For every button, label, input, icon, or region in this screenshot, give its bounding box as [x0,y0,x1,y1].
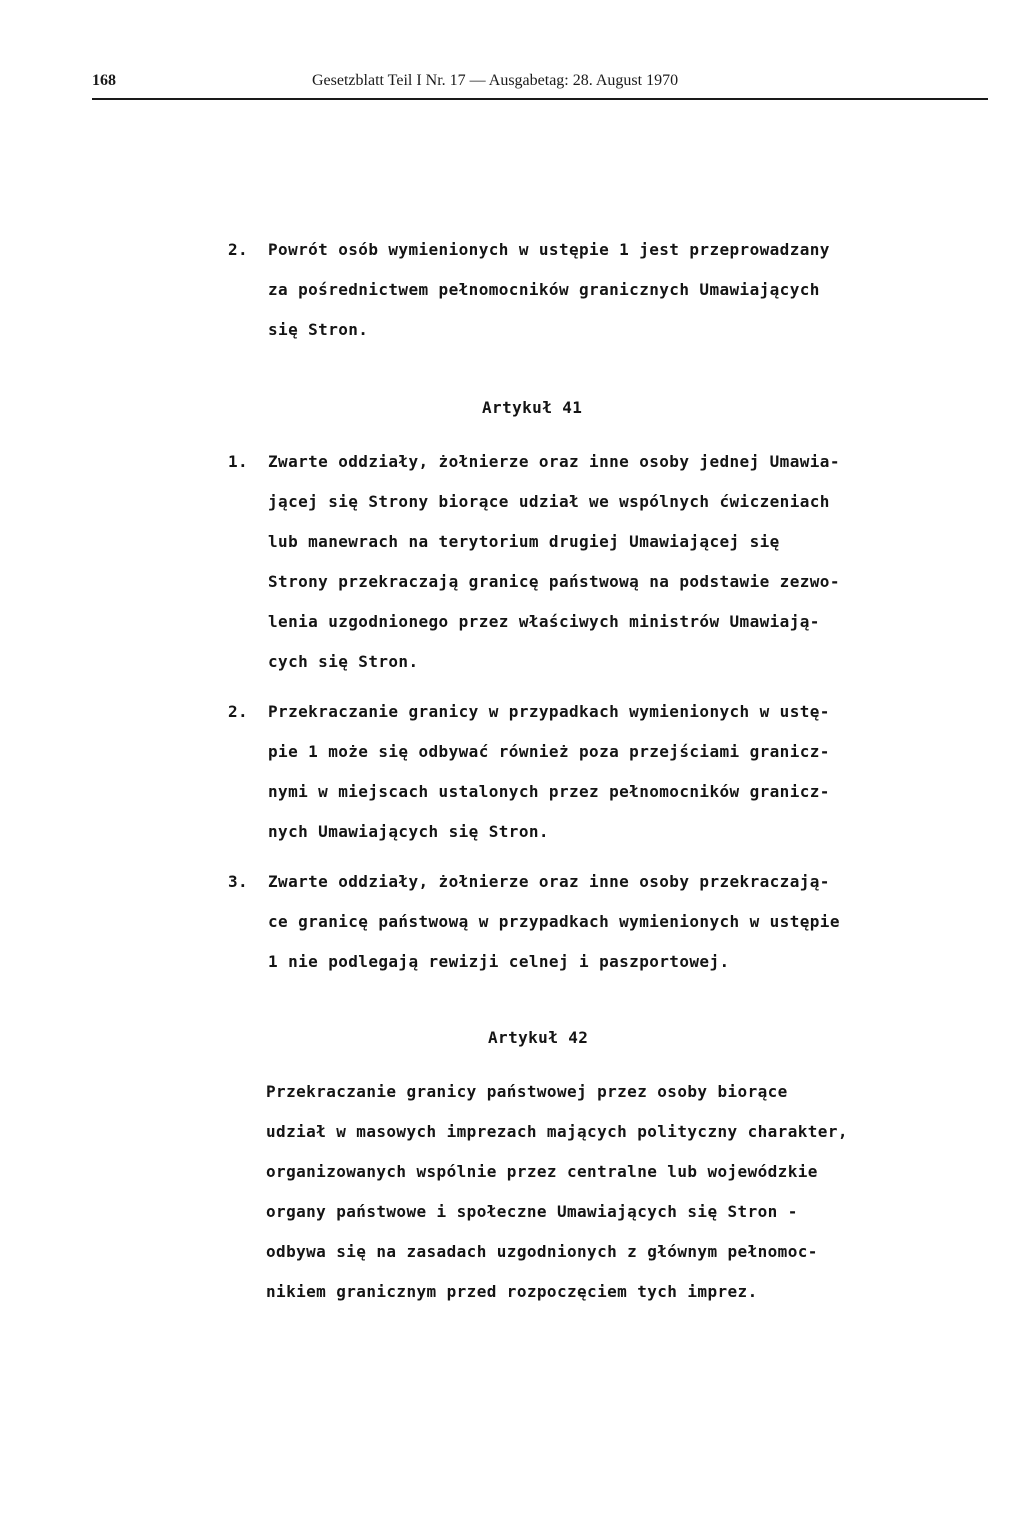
text-line: 1 nie podlegają rewizji celnej i paszportowej. [268,952,730,971]
article-42-heading: Artykuł 42 [488,1028,589,1047]
running-header [92,66,988,100]
text-line: ce granicę państwową w przypadkach wymienionych w ustępie [268,912,840,931]
paragraph-number: 2. [228,702,249,721]
text-line: Przekraczanie granicy państwowej przez osoby biorące [266,1082,788,1101]
text-line: nymi w miejscach ustalonych przez pełnomocników granicz- [268,782,830,801]
text-line: udział w masowych imprezach mających polityczny charakter, [266,1122,848,1141]
text-line: odbywa się na zasadach uzgodnionych z głównym pełnomoc- [266,1242,818,1261]
text-line: lenia uzgodnionego przez właściwych ministrów Umawiają- [268,612,820,631]
article-42-text [266,1082,848,1322]
text-line: za pośrednictwem pełnomocników granicznych Umawiających [268,280,820,299]
text-line: pie 1 może się odbywać również poza przejściami granicz- [268,742,830,761]
text-line: Powrót osób wymienionych w ustępie 1 jest przeprowadzany [268,240,830,259]
text-line: lub manewrach na terytorium drugiej Umawiającej się [268,532,780,551]
text-line: Przekraczanie granicy w przypadkach wymienionych w ustę- [268,702,830,721]
text-line: cych się Stron. [268,652,419,671]
article-41-heading: Artykuł 41 [482,398,583,417]
text-line: nych Umawiających się Stron. [268,822,549,841]
page-number: 168 [92,72,116,89]
text-line: organizowanych wspólnie przez centralne lub wojewódzkie [266,1162,818,1181]
paragraph-text [268,452,840,692]
paragraph-number: 2. [228,240,249,259]
text-line: organy państwowe i społeczne Umawiających się Stron - [266,1202,798,1221]
text-line: się Stron. [268,320,369,339]
text-line: nikiem granicznym przed rozpoczęciem tych imprez. [266,1282,758,1301]
paragraph-number: 1. [228,452,249,471]
paragraph-text [268,872,840,992]
paragraph-text [268,702,830,862]
text-line: jącej się Strony biorące udział we wspólnych ćwiczeniach [268,492,830,511]
paragraph-text [268,240,830,360]
text-line: Zwarte oddziały, żołnierze oraz inne osoby jednej Umawia- [268,452,840,471]
running-head-title: Gesetzblatt Teil I Nr. 17 — Ausgabetag: 28. August 1970 [312,72,679,89]
text-line: Strony przekraczają granicę państwową na podstawie zezwo- [268,572,840,591]
text-line: Zwarte oddziały, żołnierze oraz inne osoby przekraczają- [268,872,830,891]
paragraph-number: 3. [228,872,249,891]
